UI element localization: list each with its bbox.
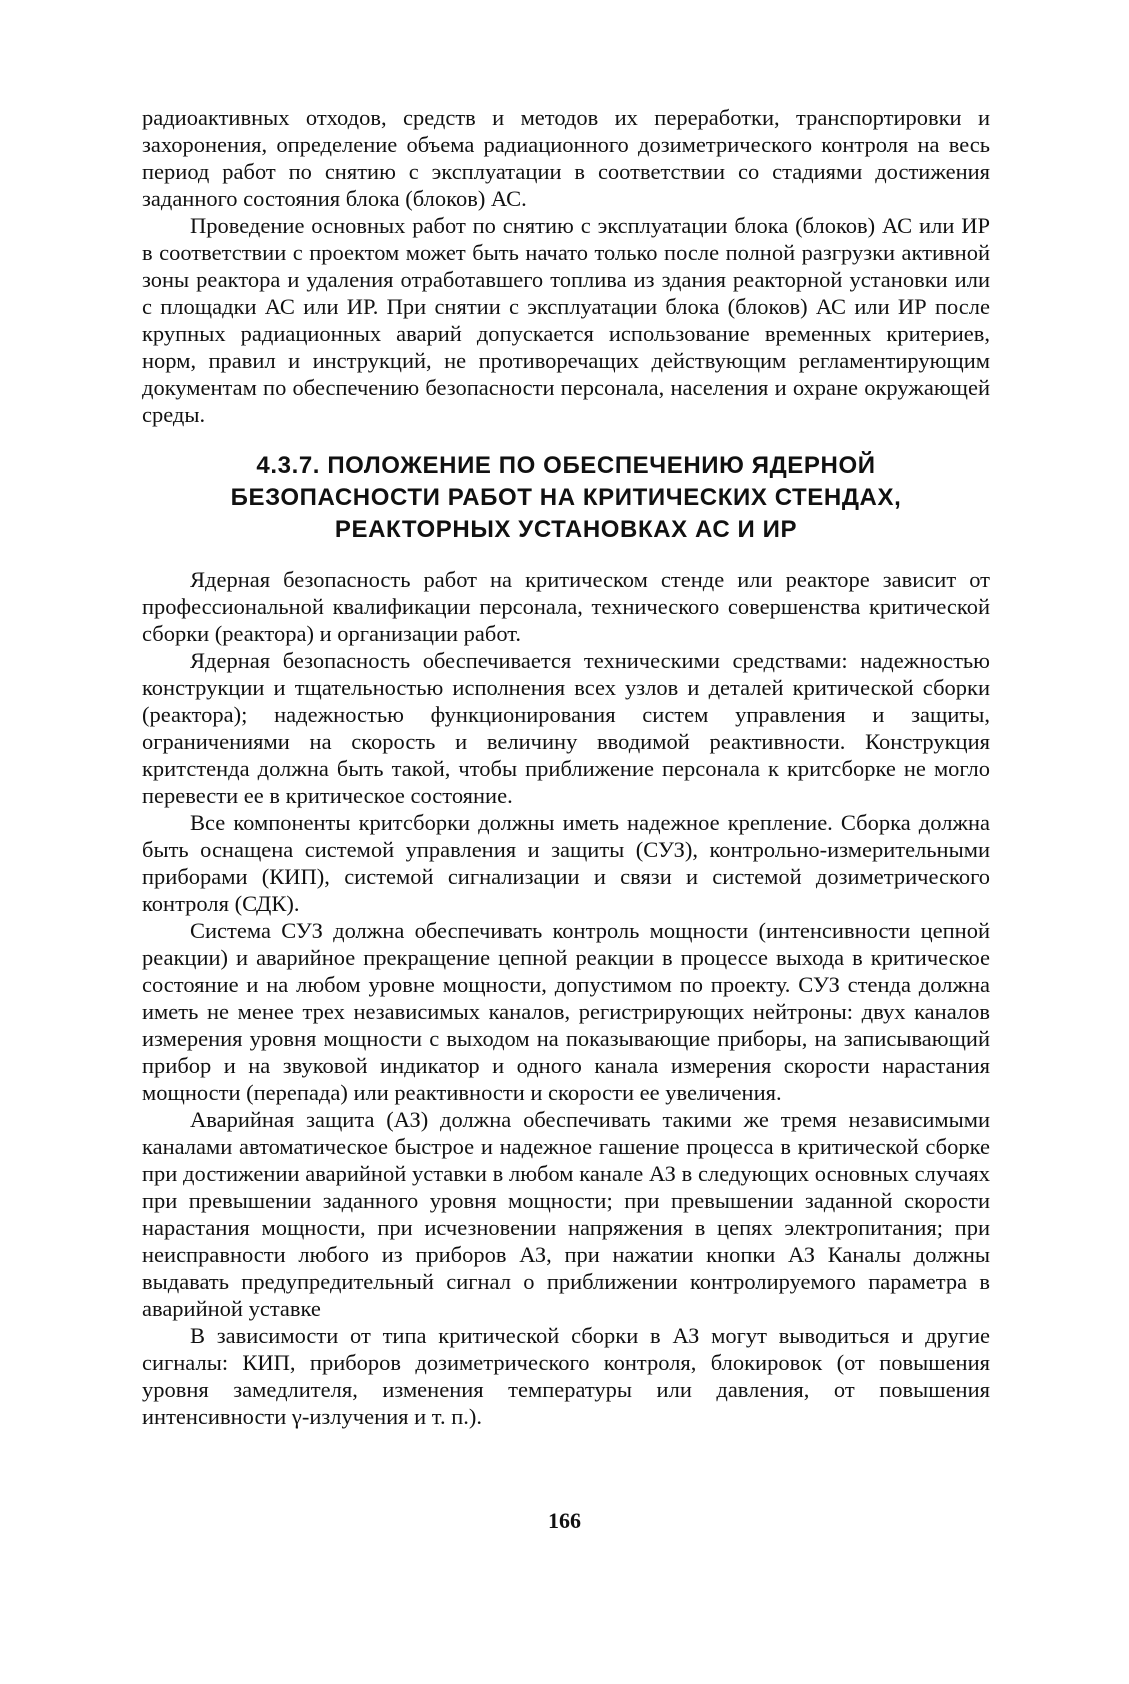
section-paragraph-3: Все компоненты критсборки должны иметь надежное крепление. Сборка должна быть оснащена системой управления и защиты (СУЗ), контрольно-измерительными приборами (КИП), системой сигнализации и связи и системой дозиметрического контроля (СДК). xyxy=(142,810,990,916)
section-paragraph-1: Ядерная безопасность работ на критическом стенде или реакторе зависит от профессиональной квалификации персонала, технического совершенства критической сборки (реактора) и организации работ. xyxy=(142,567,990,646)
page-body xyxy=(142,104,990,1430)
intro-paragraph-1: радиоактивных отходов, средств и методов их переработки, транспортировки и захоронения, определение объема радиационного дозиметрического контроля на весь период работ по снятию с эксплуатации в соответствии со стадиями достижения заданного состояния блока (блоков) АС. xyxy=(142,105,990,211)
page-number: 166 xyxy=(548,1508,581,1533)
section-heading xyxy=(142,450,990,546)
section-paragraph-2: Ядерная безопасность обеспечивается техническими средствами: надежностью конструкции и тщательностью исполнения всех узлов и деталей критической сборки (реактора); надежностью функционирования систем управления и защиты, ограничениями на скорость и величину вводимой реактивности. Конструкция критстенда должна быть такой, чтобы приближение персонала к критсборке не могло перевести ее в критическое состояние. xyxy=(142,648,990,808)
section-heading-line-1: 4.3.7. ПОЛОЖЕНИЕ ПО ОБЕСПЕЧЕНИЮ ЯДЕРНОЙ xyxy=(256,452,876,479)
section-paragraph-6: В зависимости от типа критической сборки в АЗ могут выводиться и другие сигналы: КИП, приборов дозиметрического контроля, блокировок (от повышения уровня замедлителя, изменения температуры или давления, от повышения интенсивности γ-излучения и т. п.). xyxy=(142,1323,990,1429)
section-heading-line-3: РЕАКТОРНЫХ УСТАНОВКАХ АС И ИР xyxy=(334,516,798,543)
section-paragraph-4: Система СУЗ должна обеспечивать контроль мощности (интенсивности цепной реакции) и аварийное прекращение цепной реакции в процессе выхода в критическое состояние и на любом уровне мощности, допустимом по проекту. СУЗ стенда должна иметь не менее трех независимых каналов, регистрирующих нейтроны: двух каналов измерения уровня мощности с выходом на показывающие приборы, на записывающий прибор и на звуковой индикатор и одного канала измерения скорости нарастания мощности (перепада) или реактивности и скорости ее увеличения. xyxy=(142,918,990,1105)
section-heading-line-2: БЕЗОПАСНОСТИ РАБОТ НА КРИТИЧЕСКИХ СТЕНДАХ, xyxy=(230,484,902,511)
section-paragraph-5: Аварийная защита (АЗ) должна обеспечивать такими же тремя независимыми каналами автоматическое быстрое и надежное гашение процесса в критической сборке при достижении аварийной уставки в любом канале АЗ в следующих основных случаях при превышении заданного уровня мощности; при превышении заданной скорости нарастания мощности, при исчезновении напряжения в цепях электропитания; при неисправности любого из приборов АЗ, при нажатии кнопки АЗ Каналы должны выдавать предупредительный сигнал о приближении контролируемого параметра в аварийной уставке xyxy=(142,1107,990,1321)
intro-paragraph-2: Проведение основных работ по снятию с эксплуатации блока (блоков) АС или ИР в соответствии с проектом может быть начато только после полной разгрузки активной зоны реактора и удаления отработавшего топлива из здания реакторной установки или с площадки АС или ИР. При снятии с эксплуатации блока (блоков) АС или ИР после крупных радиационных аварий допускается использование временных критериев, норм, правил и инструкций, не противоречащих действующим регламентирующим документам по обеспечению безопасности персонала, населения и охране окружающей среды. xyxy=(142,213,990,427)
